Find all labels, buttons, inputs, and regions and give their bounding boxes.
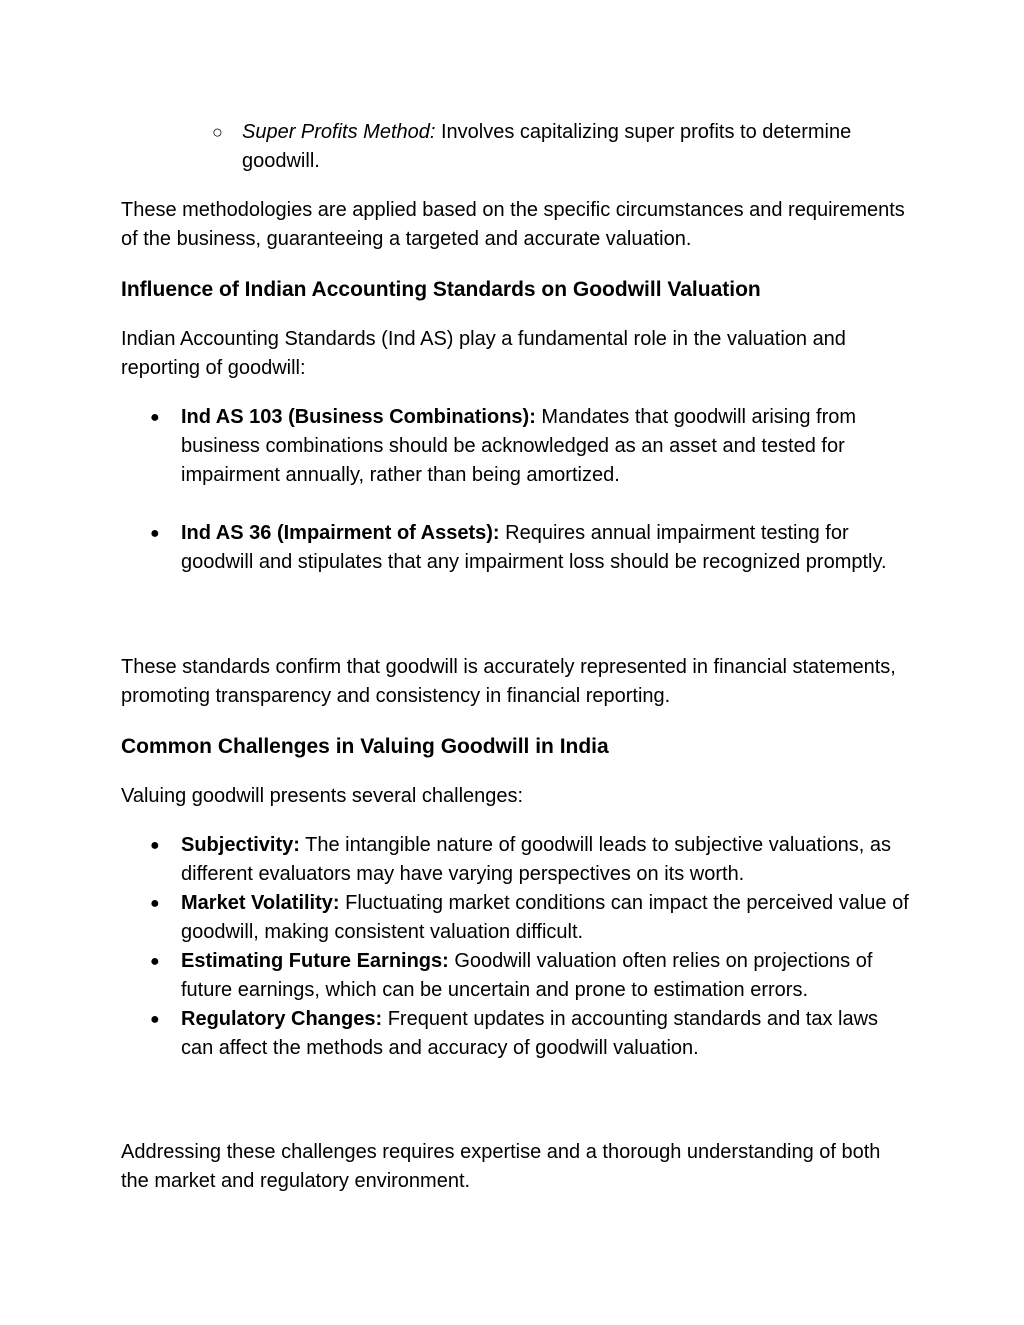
bullet-icon: ● <box>150 409 160 426</box>
list-item-description: Mandates that goodwill arising from business combinations should be acknowledged as an asset and tested for impairment annually, rather than being amortized. <box>181 406 857 486</box>
heading-challenges: Common Challenges in Valuing Goodwill in India <box>121 735 609 758</box>
sub-list-item-description: Involves capitalizing super profits to determine goodwill. <box>242 121 852 172</box>
list-item <box>121 831 911 889</box>
list-item-description: Frequent updates in accounting standards and tax laws can affect the methods and accuracy of goodwill valuation. <box>181 1008 879 1059</box>
bullet-icon: ● <box>150 837 160 854</box>
paragraph-ind-as-intro: Indian Accounting Standards (Ind AS) play a fundamental role in the valuation and reporting of goodwill: <box>121 328 846 379</box>
standards-list <box>121 403 911 577</box>
list-item-description: Goodwill valuation often relies on projections of future earnings, which can be uncertain and prone to estimation errors. <box>181 950 873 1001</box>
paragraph-challenges-intro: Valuing goodwill presents several challenges: <box>121 785 524 807</box>
list-item <box>121 519 911 577</box>
list-item-term: Ind AS 103 (Business Combinations): <box>181 406 536 428</box>
challenges-list <box>121 831 911 1063</box>
list-item-term: Regulatory Changes: <box>181 1008 383 1030</box>
list-item-description: Requires annual impairment testing for goodwill and stipulates that any impairment loss should be recognized promptly. <box>181 522 887 573</box>
bullet-icon: ● <box>150 1011 160 1028</box>
list-item <box>121 947 911 1005</box>
sub-list-item-text <box>242 118 912 176</box>
list-item-description: The intangible nature of goodwill leads to subjective valuations, as different evaluators may have varying perspectives on its worth. <box>181 834 892 885</box>
paragraph-standards-summary: These standards confirm that goodwill is accurately represented in financial statements, promoting transparency and consistency in financial reporting. <box>121 656 896 707</box>
bullet-icon: ● <box>150 895 160 912</box>
list-item-term: Market Volatility: <box>181 892 340 914</box>
list-item-term: Estimating Future Earnings: <box>181 950 449 972</box>
bullet-icon: ● <box>150 525 160 542</box>
paragraph-conclusion: Addressing these challenges requires expertise and a thorough understanding of both the market and regulatory environment. <box>121 1141 881 1192</box>
list-item <box>121 1005 911 1063</box>
list-item <box>121 889 911 947</box>
paragraph-methodologies: These methodologies are applied based on the specific circumstances and requirements of the business, guaranteeing a targeted and accurate valuation. <box>121 199 905 250</box>
list-item-term: Ind AS 36 (Impairment of Assets): <box>181 522 500 544</box>
heading-influence: Influence of Indian Accounting Standards on Goodwill Valuation <box>121 278 761 301</box>
sub-list-item-term: Super Profits Method: <box>242 121 436 143</box>
bullet-icon: ● <box>150 953 160 970</box>
list-item-term: Subjectivity: <box>181 834 300 856</box>
list-item-description: Fluctuating market conditions can impact the perceived value of goodwill, making consistent valuation difficult. <box>181 892 909 943</box>
sub-list-item <box>212 118 912 176</box>
list-item <box>121 403 911 490</box>
hollow-bullet-icon: ○ <box>212 122 223 142</box>
